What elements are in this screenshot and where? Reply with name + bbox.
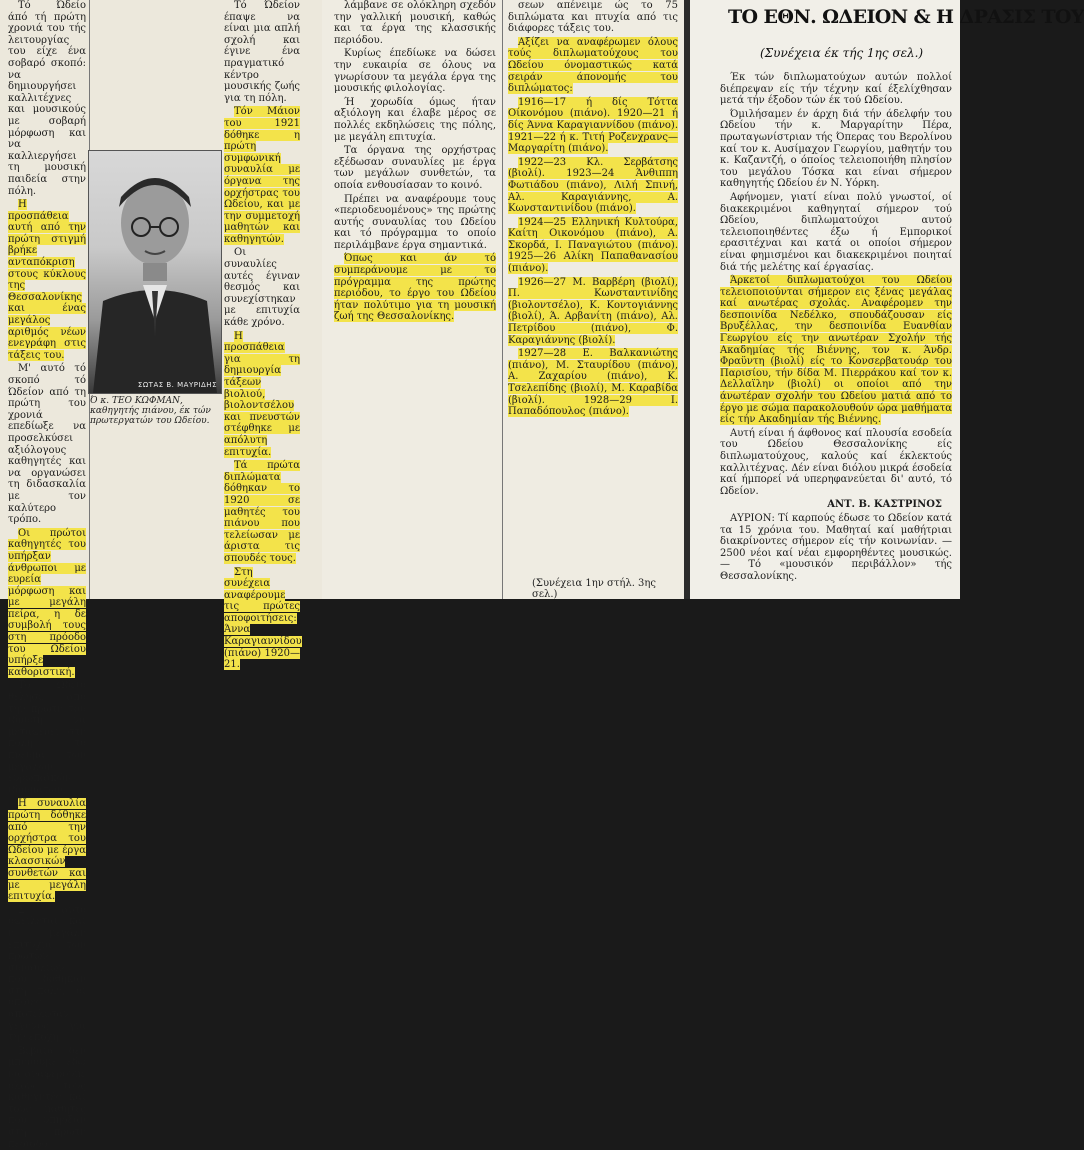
paragraph-text: Αξίζει να αναφέρωμεν όλους τούς διπλωματούχους του Ωδείου όνομαστικώς κατά σειράν άπονομής του διπλώματος: [508,36,678,95]
paragraph-text: Στη συνέχεια αναφέρουμε τις πρώτες αποφοιτήσεις: Άννα Καραγιαννίδου (πιάνο) 1920—21. [224,566,302,671]
paragraph-text: Βέβαια δεν μπορούμε εδώ να αναφέρουμε όλους τους καθηγητές και τους μαθητές που υπήρξαν στη πρώτη περίοδο. [8,1045,86,1150]
article-paragraph [334,194,496,252]
article-paragraph [8,798,86,902]
article-paragraph [720,513,952,583]
article-paragraph [224,331,300,459]
paragraph-text: λάμβανε σε ολόκληρη σχεδόν την γαλλική μουσική, καθώς και τα έργα της κλασσικής περιόδου. [334,0,496,46]
article-paragraph [508,217,678,275]
paragraph-text: Κυρίως έπεδίωκε να δώσει την ευκαιρία σε όλους να γνωρίσουν τα μεγάλα έργα της μουσικής φιλολογίας. [334,48,496,95]
byline: ΑΝΤ. Β. ΚΑΣΤΡΙΝΟΣ [827,499,942,511]
article-paragraph [508,348,678,418]
paragraph-text: Τόν Μάιον του 1921 δόθηκε η πρώτη συμφωνική συναυλία με όργανα της ορχήστρας του Ωδείου, και με την συμμετοχή μαθητών και καθηγητών. [224,106,300,245]
paragraph-text: 1922—23 Κλ. Σερβάτσης (βιολί). 1923—24 Άνθιππη Φωτιάδου (πιάνο), Λιλή Σπινή, Αλ. Καραγιάννης, Α. Κωνσταντινίδου (πιάνο). [508,156,678,215]
paragraph-text: Μ' αυτό τό σκοπό τό Ώδείον από τη πρώτη του χρονιά επεδίωξε να προσελκύσει αξιόλογους καθηγητές και να οργανώσει τη διδασκαλία με τον καλύτερο τρόπο. [8,363,86,526]
article-paragraph [8,680,86,796]
paragraph-text: Αυτή είναι ή άφθονος καί πλουσία εσοδεία του Ωδείου Θεσσαλονίκης είς διπλωματούχους, καλούς καί έκλεκτούς καλλιτέχνας. Δέν είναι διόλου μικρά έσοδεία καί ήμπορεί νά υπερηφανεύεται δι' αυτό, τό Ωδείον. [720,427,952,497]
column-rule [502,0,503,599]
article-paragraph [8,199,86,361]
portrait-figure [89,151,221,393]
article-paragraph [8,0,86,197]
article-paragraph [334,145,496,191]
paragraph-text: Ή χορωδία όμως ήταν αξιόλογη και έλαβε μέρος σε πολλές εκδηλώσεις της πόλης, με μεγάλη επιτυχία. [334,96,496,143]
paragraph-text: Τά πρώτα διπλώματα δόθηκαν το 1920 σε μαθητές του πιάνου που τελείωσαν με άριστα τις σπουδές τους. [224,460,300,564]
paragraph-text: ΑΥΡΙΟΝ: Τί καρπούς έδωσε το Ωδείον κατά τα 15 χρόνια του. Μαθηταί καί μαθήτριαι διακρίνοντες σήμερον είς τήν κοινωνίαν. — 2500 νέοι καί νέαι εμφορηθέντες μουσικώς. — Τό «μουσικόν περιβάλλον» τής Θεσσαλονίκης. [720,512,952,582]
paragraph-text: Όπως και άν τό συμπεράνουμε με το πρόγραμμα της πρώτης περιόδου, το έργο του Ωδείου ήταν πολύτιμο για τη μουσική ζωή της Θεσσαλονίκης. [334,253,496,323]
article-paragraph [8,363,86,525]
article-paragraph [508,0,678,35]
article-column-4 [508,0,678,577]
article-paragraph [8,528,86,679]
article-paragraph [720,72,952,107]
paragraph-text: σεων απένειμε ώς το 75 διπλώματα και πτυχία από τις διάφορες τάξεις του. [508,0,678,35]
headline: ΤΟ ΕΘΝ. ΩΔΕΙΟΝ & Η ΔΡΑΣΙΣ ΤΟΥ [728,6,1084,28]
article-column-1 [8,0,86,1150]
paragraph-text: 1924—25 Ελληνική Κυλτούρα, Καίτη Οικονόμου (πιάνο), Α. Σκορδά, Ι. Παναγιώτου (πιάνο). 1925—26 Αλίκη Παπαθανασίου (πιάνο). [508,216,678,275]
paragraph-text: Οι πρώτοι καθηγητές του υπήρξαν άνθρωποι με ευρεία μόρφωση και με μεγάλη πείρα, η δε συμβολή τους στη πρόοδο του Ωδείου υπήρξε καθοριστική. [8,527,86,678]
article-paragraph [224,0,300,104]
subheading: (Συνέχεια έκ τής 1ης σελ.) [760,46,924,60]
paragraph-text: Σ' αυτό οφείλεται και η μεγάλη επιτυχία των πρώτων συναυλιών που δόθηκαν στη πόλη, οι οποίες αποτέλεσαν γεγονός για την εποχή. [8,904,86,1044]
paragraph-text: 1926—27 Μ. Βαρβέρη (βιολί), Π. Κωνσταντινίδης (βιολοντσέλο), Κ. Κοντογιάννης (βιολί), Ά. Αρβανίτη (πιάνο), Αλ. Πετρίδου (πιάνο), Φ. Καραγιάννης (βιολί). [508,276,678,346]
article-paragraph [508,97,678,155]
paragraph-text: Τό Ώδείο θέλησε από την πρώτη του ίδρυση να μεταφέρει στη πόλη το πνεύμα των μεγάλων ευρωπαϊκών ιδρυμάτων. [8,680,86,796]
continuation-note: (Συνέχεια 1ην στήλ. 3ης σελ.) [532,578,657,600]
article-paragraph [720,275,952,426]
article-paragraph [508,37,678,95]
article-paragraph [334,48,496,94]
article-paragraph [508,277,678,347]
clipping-middle [322,0,684,599]
article-column-1-lower [92,460,312,599]
photo-caption: ΣΩΤΑΣ Β. ΜΑΥΡΙΔΗΣ [137,381,217,389]
article-paragraph [224,106,300,245]
article-paragraph [224,247,300,328]
paragraph-text: Αφήνομεν, γιατί είναι πολύ γνωστοί, οί διακεκριμένοι καθηγηταί σήμερον τού Ωδείου, διπλωματούχοι αυτού τελειοποιηθέντες έξω ή Εμπορικοί ερασιτέχναι και κατά οι οποίοι σήμερον είναι φημισμένοι και διακεκριμένοι ποιηταί διά τής μελέτης καί έργασίας. [720,191,952,273]
paragraph-text: Τό Ώδείον έπαψε να είναι μια απλή σχολή και έγινε ένα πραγματικό κέντρο μουσικής ζωής για τη πόλη. [224,0,300,104]
paragraph-text: Άρκετοί διπλωματούχοι του Ωδείου τελειοποιούνται σήμερον εις ξένας μεγάλας καί ανωτέρας σχολάς. Αναφέρομεν την δεσποινίδα Νεδέλκο, σπουδάζουσαν είς Βρυξέλλας, την δεσποινίδα Ευανθίαν Γεωργίου είς την ανωτέραν Σχολήν τής Ακαδημίας τής Βιέννης, τον κ. Άνδρ. Φραϋντη (βιολί) είς το Κονσερβατουάρ του Παρισίου, τήν δίδα Μ. Πιερράκου καί τον κ. Δελλαϊλην (βιολί) οι οποίοι από την άνωτέραν σχολήν του Ωδείου ματιά από το έργο με σώμα παρακολουθούν ώρα μαθήματα είς τήν Ακαδημίαν τής Βιέννης. [720,275,952,426]
article-paragraph [334,0,496,46]
clipping-left [0,0,322,1150]
portrait-photo [88,150,222,394]
article-paragraph [8,905,86,1044]
paragraph-text: Έκ τών διπλωματούχων αυτών πολλοί διέπρεψαν είς τήν τέχνην καί έξελίχθησαν μετά τήν έξοδον τών έκ τού Ωδείου. [720,72,952,107]
article-column-5 [720,72,952,599]
clipping-right [690,0,1084,599]
article-paragraph [8,1046,86,1150]
article-paragraph [720,109,952,190]
paragraph-text: Όμιλήσαμεν έν άρχη διά τήν άδελφήν του Ωδείου τήν κ. Μαργαρίτην Πέρα, πρωταγωνίστριαν τής Όπερας του Βερολίνου καί τον κ. Αυσίμαχον Γεωργίου, μαθητήν του κ. Καζαντζή, ο όποίος τελειοποιήθη πλησίον του μεγάλου Τόσκα και είναι σήμερον καθηγητής Ωδείου έν Ν. Υόρκη. [720,108,952,190]
paragraph-text: Πρέπει να αναφέρουμε τους «περιοδευομένους» της πρώτης αυτής συναυλίας του Ωδείου και τό πρόγραμμα το οποίο περιλάμβανε έργα σημαντικά. [334,193,496,251]
article-paragraph [334,97,496,143]
photo-credit: Ό κ. ΤΕΟ ΚΩΦΜΑΝ, καθηγητής πιάνου, έκ τών πρωτεργατών του Ωδείου. [90,396,211,426]
paragraph-text: Τό Ώδείο άπό τή πρώτη χρονιά του τής λειτουργίας του είχε ένα σοβαρό σκοπό: να δημιουργήσει καλλιτέχνες και μουσικούς με σοβαρή μόρφωση και να καλλιεργήσει τη μουσική παιδεία στην πόλη. [8,0,86,197]
article-paragraph [334,253,496,323]
article-column-3 [334,0,496,599]
paragraph-text: 1927—28 Ε. Βαλκανιώτης (πιάνο), Μ. Σταυρίδου (πιάνο), Α. Ζαχαρίου (πιάνο), Κ. Τσελεπίδης (βιολί), Μ. Καραβίδα (βιολί). 1928—29 Ι. Παπαδόπουλος (πιάνο). [508,348,678,418]
paragraph-text: Η προσπάθεια για τη δημιουργία τάξεων βιολιού, βιολοντσέλου και πνευστών στέφθηκε με απόλυτη επιτυχία. [224,330,300,458]
paragraph-text: Οι συναυλίες αυτές έγιναν θεσμός και συνεχίστηκαν με επιτυχία κάθε χρόνο. [224,247,300,329]
paragraph-text: Τα όργανα της ορχήστρας εξέδωσαν συναυλίες με έργα των μεγάλων συνθετών, τα οποία ενθουσίασαν το κοινό. [334,145,496,191]
article-paragraph [720,428,952,498]
paragraph-text: 1916—17 ή δίς Τόττα Οίκονόμου (πιάνο). 1920—21 ή δίς Άννα Καραγιαννίδου (πιάνο). 1921—22 ή κ. Τιτή Ροζενχρανς—Μαργαρίτη (πιάνο). [508,96,678,155]
paragraph-text: Η προσπάθεια αυτή από την πρώτη στιγμή βρήκε ανταπόκριση στους κύκλους της Θεσσαλονίκης και ένας μεγάλος αριθμός νέων ενεγράφη στις τάξεις του. [8,199,86,361]
article-paragraph [720,192,952,273]
article-paragraph [508,157,678,215]
paragraph-text: Η συναυλία πρώτη δόθηκε από την ορχήστρα του Ωδείου με έργα κλασσικών συνθετών και με μεγάλη επιτυχία. [8,798,86,903]
